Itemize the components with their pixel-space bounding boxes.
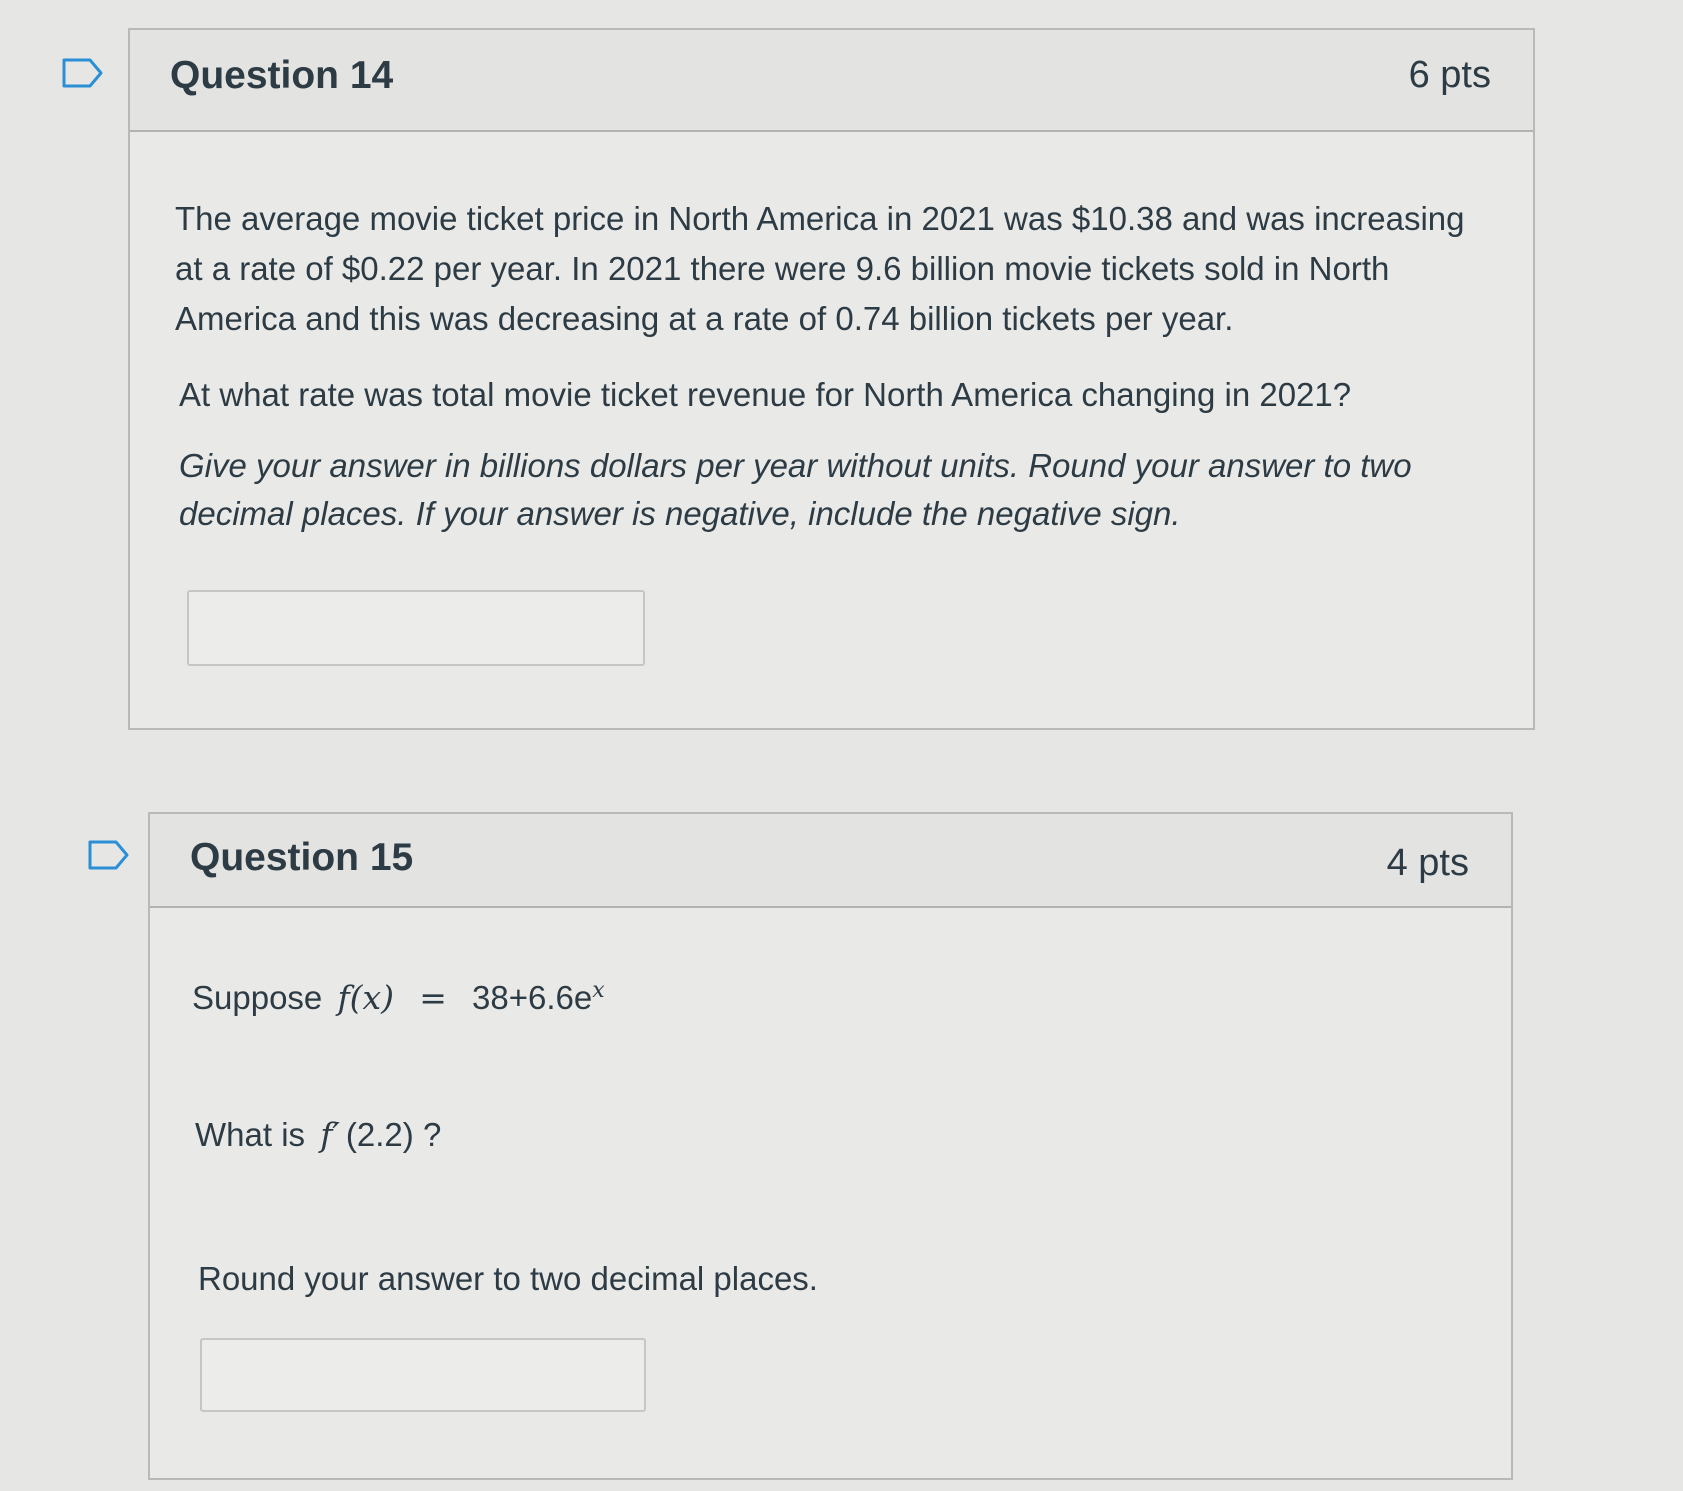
question-14-paragraph-3: Give your answer in billions dollars per year without units. Round your answer to two decimal places. If your answer is negative, include the negative sign. xyxy=(179,447,1412,532)
question-15-answer-input[interactable] xyxy=(200,1338,646,1412)
question-15-header xyxy=(150,814,1511,908)
question-15-points: 4 pts xyxy=(1386,842,1469,884)
function-lhs: f(x) xyxy=(337,978,395,1017)
suppose-label: Suppose xyxy=(192,979,323,1016)
flag-question-15-icon[interactable] xyxy=(88,840,128,868)
question-14-points: 6 pts xyxy=(1408,54,1491,96)
question-14-header xyxy=(130,30,1533,132)
derivative-arg: (2.2) xyxy=(345,1116,414,1153)
question-14-paragraph-1: The average movie ticket price in North America in 2021 was $10.38 and was increasing at a rate of $0.22 per year. In 2021 there were 9.6 billion movie tickets sold in North America and this was decreasing at a rate of 0.74 billion tickets per year. xyxy=(175,200,1465,337)
question-15-card xyxy=(148,812,1513,1480)
derivative-expr: f′ xyxy=(320,1115,340,1154)
flag-question-14-icon[interactable] xyxy=(62,58,102,86)
question-14-card xyxy=(128,28,1535,730)
what-is-label: What is xyxy=(195,1116,306,1153)
function-rhs-exponent: x xyxy=(592,978,605,1003)
question-15-title: Question 15 xyxy=(190,836,414,879)
question-15-instruction: Round your answer to two decimal places. xyxy=(198,1260,818,1297)
question-mark: ? xyxy=(422,1116,442,1153)
question-15-function-line xyxy=(192,966,1092,1023)
question-15-derivative-line xyxy=(195,1110,1095,1160)
function-rhs-base: 38+6.6e xyxy=(472,979,593,1016)
question-14-title: Question 14 xyxy=(170,54,394,97)
equals-sign: = xyxy=(419,978,447,1017)
question-14-paragraph-2: At what rate was total movie ticket revenue for North America changing in 2021? xyxy=(179,376,1352,413)
question-14-answer-input[interactable] xyxy=(187,590,645,666)
